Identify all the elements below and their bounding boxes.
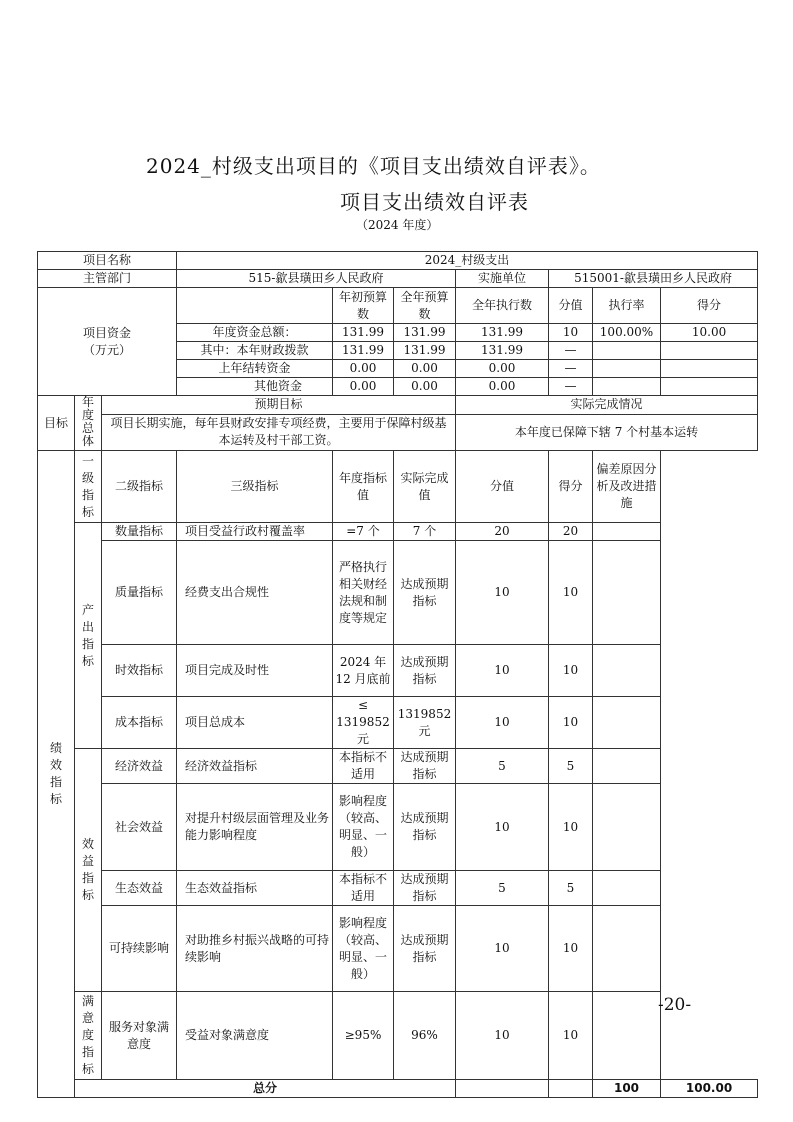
funds-row-rate	[593, 378, 661, 396]
indicator-header-row	[38, 451, 758, 523]
funds-header-score: 得分	[661, 288, 758, 324]
funds-row-score	[661, 378, 758, 396]
funds-row-rate	[593, 360, 661, 378]
level3: 生态效益指标	[177, 871, 333, 906]
indicator-row	[38, 697, 758, 749]
score-value: 10	[456, 906, 549, 992]
score: 5	[549, 871, 593, 906]
funds-row-annual: 0.00	[394, 378, 456, 396]
funds-row-executed: 131.99	[456, 342, 549, 360]
header-actual: 实际完成值	[394, 451, 456, 523]
level3: 对助推乡村振兴战略的可持续影响	[177, 906, 333, 992]
actual: 达成预期指标	[394, 871, 456, 906]
funds-row-score-value: —	[549, 378, 593, 396]
score: 10	[549, 784, 593, 871]
header-score: 得分	[549, 451, 593, 523]
score: 10	[549, 645, 593, 697]
target: 严格执行相关财经法规和制度等规定	[333, 541, 394, 645]
deviation	[593, 645, 661, 697]
funds-row-rate	[593, 342, 661, 360]
actual: 7 个	[394, 523, 456, 541]
funds-row-name: 上年结转资金	[177, 360, 333, 378]
goals-header-row	[38, 396, 758, 415]
funds-row-rate: 100.00%	[593, 324, 661, 342]
level2: 数量指标	[102, 523, 177, 541]
score: 10	[549, 906, 593, 992]
target: 2024 年 12 月底前	[333, 645, 394, 697]
funds-label-line1: 项目资金	[82, 325, 131, 340]
vertical-label-text: 效益指标	[82, 837, 95, 902]
funds-row-score-value: —	[549, 342, 593, 360]
funds-header-executed: 全年执行数	[456, 288, 549, 324]
funds-row-name: 其中：本年财政拨款	[177, 342, 333, 360]
dept-value: 515-歙县璜田乡人民政府	[177, 270, 456, 288]
score: 10	[549, 541, 593, 645]
score-value: 10	[456, 992, 549, 1080]
actual: 达成预期指标	[394, 541, 456, 645]
funds-row-score-value: —	[549, 360, 593, 378]
header-level3: 三级指标	[177, 451, 333, 523]
performance-indicator-label	[38, 451, 75, 1098]
target: =7 个	[333, 523, 394, 541]
funds-label	[38, 288, 177, 396]
level3: 经费支出合规性	[177, 541, 333, 645]
level1-output	[75, 523, 102, 749]
project-name-value: 2024_村级支出	[177, 252, 758, 270]
funds-header-annual: 全年预算数	[394, 288, 456, 324]
target: ≤ 1319852 元	[333, 697, 394, 749]
impl-label: 实施单位	[456, 270, 549, 288]
header-score-value: 分值	[456, 451, 549, 523]
level2: 质量指标	[102, 541, 177, 645]
deviation	[593, 541, 661, 645]
level1-satisfaction	[75, 992, 102, 1080]
level3: 项目受益行政村覆盖率	[177, 523, 333, 541]
funds-row-annual: 0.00	[394, 360, 456, 378]
funds-row-score	[661, 342, 758, 360]
indicator-row	[38, 749, 758, 784]
deviation	[593, 871, 661, 906]
actual: 达成预期指标	[394, 645, 456, 697]
dept-row	[38, 270, 758, 288]
goals-side-label-b	[75, 396, 102, 451]
dept-label: 主管部门	[38, 270, 177, 288]
score-value: 20	[456, 523, 549, 541]
indicator-row	[38, 906, 758, 992]
deviation	[593, 697, 661, 749]
indicator-row	[38, 523, 758, 541]
score-value: 5	[456, 749, 549, 784]
indicator-row	[38, 871, 758, 906]
funds-row-executed: 131.99	[456, 324, 549, 342]
funds-row-annual: 131.99	[394, 324, 456, 342]
actual: 达成预期指标	[394, 784, 456, 871]
funds-row-initial: 131.99	[333, 342, 394, 360]
target: 影响程度（较高、明显、一般）	[333, 906, 394, 992]
level2: 社会效益	[102, 784, 177, 871]
score-value: 10	[456, 784, 549, 871]
total-score: 100.00	[661, 1080, 758, 1098]
level2: 可持续影响	[102, 906, 177, 992]
total-label: 总分	[75, 1080, 456, 1098]
funds-row-score-value: 10	[549, 324, 593, 342]
funds-row-executed: 0.00	[456, 378, 549, 396]
expected-goal-text: 项目长期实施，每年县财政安排专项经费，主要用于保障村级基本运转及村干部工资。	[102, 414, 456, 450]
expected-goal-header: 预期目标	[102, 396, 456, 415]
year-note: （2024 年度）	[356, 218, 439, 232]
funds-row-initial: 131.99	[333, 324, 394, 342]
funds-row-score	[661, 360, 758, 378]
vertical-label-text: 绩效指标	[50, 741, 63, 806]
goals-content-row	[38, 414, 758, 450]
total-blank	[549, 1080, 593, 1098]
vertical-label-text: 产出指标	[82, 602, 95, 668]
level1-benefit	[75, 749, 102, 992]
project-name-label: 项目名称	[38, 252, 177, 270]
level2: 服务对象满意度	[102, 992, 177, 1080]
header-level1	[75, 451, 102, 523]
target: 本指标不适用	[333, 749, 394, 784]
indicator-row	[38, 645, 758, 697]
funds-row-name: 年度资金总额：	[177, 324, 333, 342]
funds-row-annual: 131.99	[394, 342, 456, 360]
score-value: 10	[456, 645, 549, 697]
deviation	[593, 906, 661, 992]
level3: 对提升村级层面管理及业务能力影响程度	[177, 784, 333, 871]
vertical-label-text: 一级指标	[82, 453, 95, 519]
score: 10	[549, 697, 593, 749]
impl-value: 515001-歙县璜田乡人民政府	[549, 270, 758, 288]
project-name-row	[38, 252, 758, 270]
score: 10	[549, 992, 593, 1080]
funds-header-row	[38, 288, 758, 324]
indicator-row	[38, 992, 758, 1080]
funds-header-initial: 年初预算数	[333, 288, 394, 324]
level3: 受益对象满意度	[177, 992, 333, 1080]
total-blank	[456, 1080, 549, 1098]
header-level2: 二级指标	[102, 451, 177, 523]
actual-goal-header: 实际完成情况	[456, 396, 758, 415]
page-title: 项目支出绩效自评表	[340, 190, 529, 214]
actual: 96%	[394, 992, 456, 1080]
funds-header-rate: 执行率	[593, 288, 661, 324]
deviation	[593, 749, 661, 784]
actual: 达成预期指标	[394, 749, 456, 784]
funds-row-initial: 0.00	[333, 378, 394, 396]
target: ≥95%	[333, 992, 394, 1080]
funds-row-initial: 0.00	[333, 360, 394, 378]
target: 本指标不适用	[333, 871, 394, 906]
self-evaluation-table	[37, 251, 758, 1098]
page-number: -20-	[658, 995, 692, 1015]
header-target: 年度指标值	[333, 451, 394, 523]
level2: 经济效益	[102, 749, 177, 784]
total-row	[38, 1080, 758, 1098]
level3: 项目完成及时性	[177, 645, 333, 697]
deviation	[593, 992, 661, 1080]
indicator-row	[38, 541, 758, 645]
level2: 成本指标	[102, 697, 177, 749]
actual-goal-text: 本年度已保障下辖 7 个村基本运转	[456, 414, 758, 450]
level2: 生态效益	[102, 871, 177, 906]
level2: 时效指标	[102, 645, 177, 697]
actual: 1319852 元	[394, 697, 456, 749]
vertical-label-text: 年度总体	[82, 395, 95, 448]
score-value: 10	[456, 541, 549, 645]
score-value: 10	[456, 697, 549, 749]
level3: 项目总成本	[177, 697, 333, 749]
score-value: 5	[456, 871, 549, 906]
header-deviation: 偏差原因分析及改进措施	[593, 451, 661, 523]
funds-row-name: 其他资金	[177, 378, 333, 396]
deviation	[593, 523, 661, 541]
funds-row-score: 10.00	[661, 324, 758, 342]
total-score-value: 100	[593, 1080, 661, 1098]
vertical-label-text: 满意度指标	[82, 994, 95, 1076]
indicator-row	[38, 784, 758, 871]
funds-row-executed: 0.00	[456, 360, 549, 378]
score: 20	[549, 523, 593, 541]
vertical-label-text: 目标	[44, 415, 69, 430]
funds-label-line2: （万元）	[82, 342, 131, 357]
deviation	[593, 784, 661, 871]
funds-header-score-value: 分值	[549, 288, 593, 324]
funds-header-blank	[177, 288, 333, 324]
level3: 经济效益指标	[177, 749, 333, 784]
document-caption: 2024_村级支出项目的《项目支出绩效自评表》。	[146, 154, 601, 178]
score: 5	[549, 749, 593, 784]
actual: 达成预期指标	[394, 906, 456, 992]
goals-side-label-a	[38, 396, 75, 451]
target: 影响程度（较高、明显、一般）	[333, 784, 394, 871]
